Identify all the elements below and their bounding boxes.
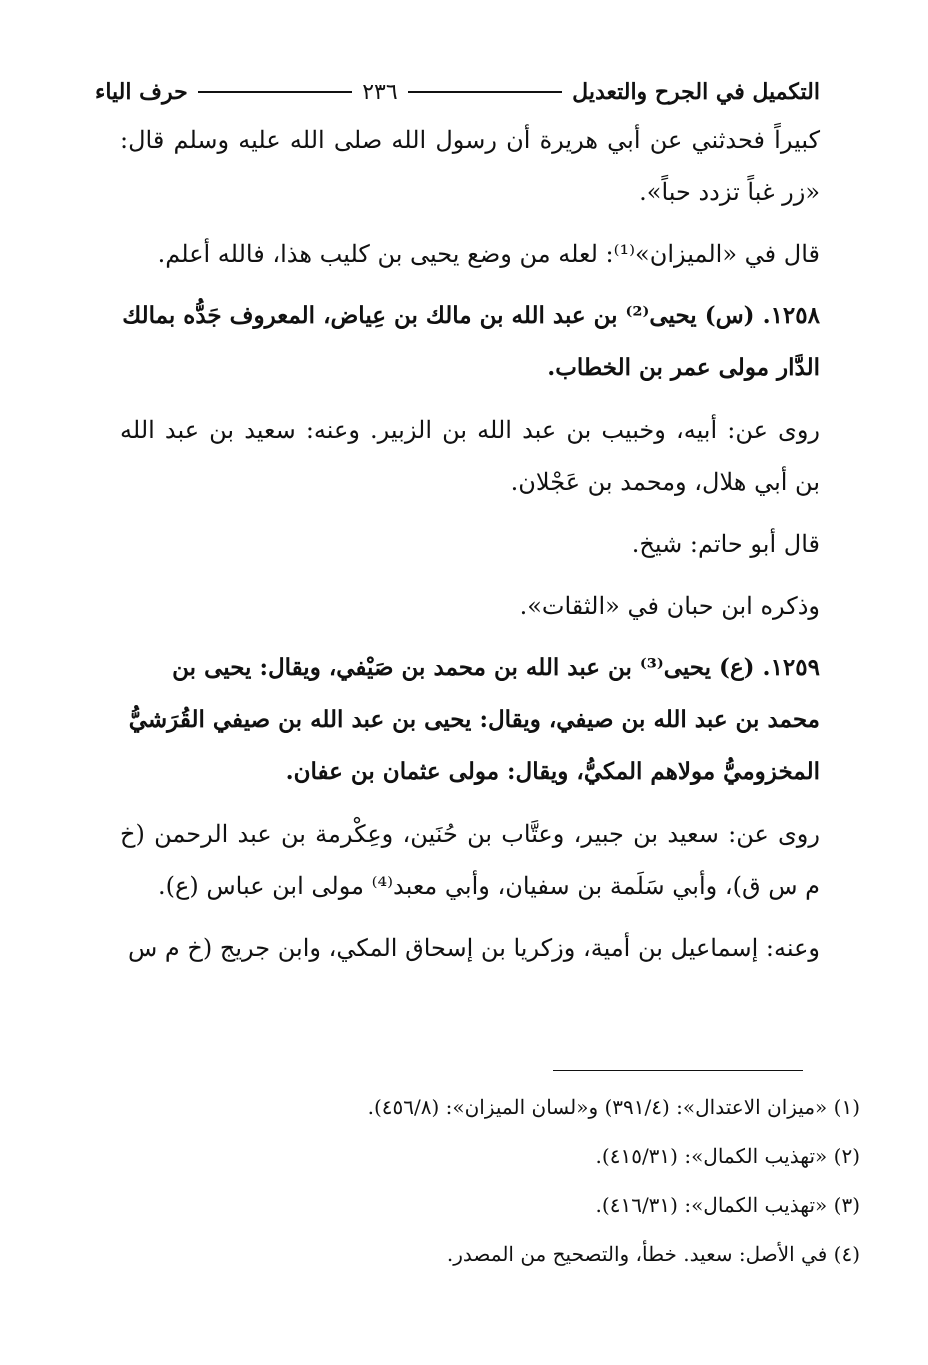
paragraph: وعنه: إسماعيل بن أمية، وزكريا بن إسحاق المكي، وابن جريج (خ م س (127, 934, 820, 962)
footnote: (٣) «تهذيب الكمال»: (٤١٦/٣١). (595, 1193, 860, 1217)
header-dash (408, 91, 563, 93)
footnote: (٢) «تهذيب الكمال»: (٤١٥/٣١). (595, 1144, 860, 1168)
paragraph: قال في «الميزان»⁽¹⁾: لعله من وضع يحيى بن كليب هذا، فالله أعلم. (157, 240, 820, 268)
book-title: التكميل في الجرح والتعديل (572, 79, 820, 105)
paragraph: قال أبو حاتم: شيخ. (631, 530, 820, 558)
entry-heading-1259: ١٢٥٩. (ع) يحيى⁽³⁾ بن عبد الله بن محمد بن صَيْفي، ويقال: يحيى بن محمد بن عبد الله بن صيفي، ويقال: يحيى بن عبد الله بن صيفي القُرَشيُّ المخزوميُّ مولاهم المكيُّ، ويقال: مولى عثمان بن عفان. (128, 654, 820, 785)
footnote-divider (553, 1070, 803, 1071)
footnotes (120, 1083, 860, 1279)
section-title: حرف الياء (94, 79, 188, 105)
footnote: (١) «ميزان الاعتدال»: (٣٩١/٤) و«لسان الميزان»: (٤٥٦/٨). (367, 1095, 860, 1119)
paragraph: روى عن: أبيه، وخبيب بن عبد الله بن الزبير. وعنه: سعيد بن عبد الله بن أبي هلال، ومحمد بن عَجْلان. (120, 416, 820, 496)
header-dash (198, 91, 353, 93)
paragraph: وذكره ابن حبان في «الثقات». (519, 592, 820, 620)
page-content (94, 70, 820, 974)
paragraph: كبيراً فحدثني عن أبي هريرة أن رسول الله صلى الله عليه وسلم قال: «زر غباً تزدد حباً». (120, 126, 820, 206)
page-number: ٢٣٦ (362, 79, 398, 105)
paragraph: روى عن: سعيد بن جبير، وعتَّاب بن حُنَين، وعِكْرمة بن عبد الرحمن (خ م س ق)، وأبي سَلَمة بن سفيان، وأبي معبد⁽⁴⁾ مولى ابن عباس (ع). (120, 820, 820, 900)
running-header (95, 70, 820, 114)
entry-heading-1258: ١٢٥٨. (س) يحيى⁽²⁾ بن عبد الله بن مالك بن عِياض، المعروف جَدُّه بمالك الدَّار مولى عمر بن الخطاب. (122, 302, 820, 381)
footnote: (٤) في الأصل: سعيد. خطأ، والتصحيح من المصدر. (446, 1242, 860, 1266)
